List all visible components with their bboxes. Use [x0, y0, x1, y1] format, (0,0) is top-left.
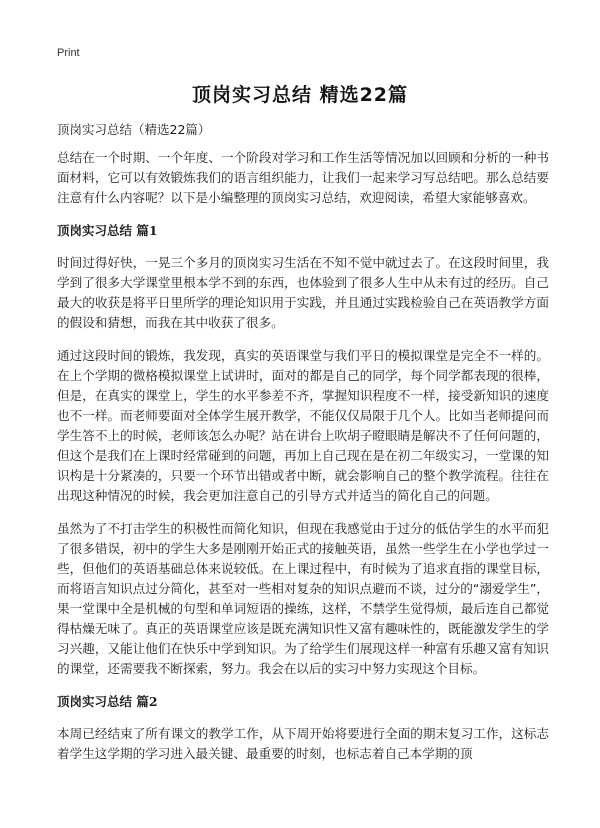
intro-paragraph: 总结在一个时期、一个年度、一个阶段对学习和工作生活等情况加以回顾和分析的一种书面材料，它可以有效锻炼我们的语言组织能力，让我们一起来学习写总结吧。那么总结要注意有什么内容呢？以下是小编整理的顶岗实习总结，欢迎阅读，希望大家能够喜欢。 — [57, 150, 549, 205]
section-2 — [57, 692, 549, 764]
paragraph: 虽然为了不打击学生的积极性而简化知识，但现在我感觉由于过分的低估学生的水平而犯了很多错误，初中的学生大多是刚刚开始正式的接触英语，虽然一些学生在小学也学过一些，但他们的英语基础总体来说较低。在上课过程中，有时候为了追求直指的课堂目标，而将语言知识点过分简化，甚至对一些相对复杂的知识点避而不谈，过分的“溺爱学生”，果一堂课中全是机械的句型和单词短语的操练，这样，不禁学生觉得烦，最后连自己都觉得枯燥无味了。真正的英语课堂应该是既充满知识性又富有趣味性的，既能激发学生的学习兴趣，又能让他们在快乐中学到知识。为了给学生们展现这样一种富有乐趣又富有知识的课堂，还需要我不断探索，努力。我会在以后的实习中努力实现这个目标。 — [57, 521, 549, 676]
section-heading: 顶岗实习总结 篇1 — [57, 223, 158, 238]
paragraph: 时间过得好快，一晃三个多月的顶岗实习生活在不知不觉中就过去了。在这段时间里，我学到了很多大学课堂里根本学不到的东西，也体验到了很多人生中从未有过的经历。自己最大的收获是将平日里所学的理论知识用于实践，并且通过实践检验自己在英语教学方面的假设和猜想，而我在其中收获了很多。 — [57, 255, 549, 330]
paragraph: 本周已经结束了所有课文的教学工作，从下周开始将要进行全面的期末复习工作，这标志着学生这学期的学习进入最关键、最重要的时刻，也标志着自己本学期的顶 — [57, 726, 549, 761]
document-subtitle: 顶岗实习总结（精选22篇） — [57, 122, 211, 137]
section-heading: 顶岗实习总结 篇2 — [57, 694, 158, 709]
print-label: Print — [57, 47, 80, 59]
section-1 — [57, 221, 549, 679]
paragraph: 通过这段时间的锻炼，我发现，真实的英语课堂与我们平日的模拟课堂是完全不一样的。在上个学期的微格模拟课堂上试讲时，面对的都是自己的同学，每个同学都表现的很棒，但是，在真实的课堂上，学生的水平参差不齐，掌握知识程度不一样，接受新知识的速度也不一样。而老师要面对全体学生展开教学，不能仅仅局限于几个人。比如当老师提问而学生答不上的时候，老师该怎么办呢？站在讲台上吹胡子瞪眼睛是解决不了任何问题的，但这个是我们在上课时经常碰到的问题，再加上自己现在是在初二年级实习，一堂课的知识构是十分紧凑的，只要一个环节出错或者中断，就会影响自己的整个教学流程。往往在出现这种情况的时候，我会更加注意自己的引导方式并适当的简化自己的问题。 — [57, 348, 549, 503]
document-body — [57, 120, 549, 777]
document-title: 顶岗实习总结 精选22篇 — [191, 84, 409, 106]
